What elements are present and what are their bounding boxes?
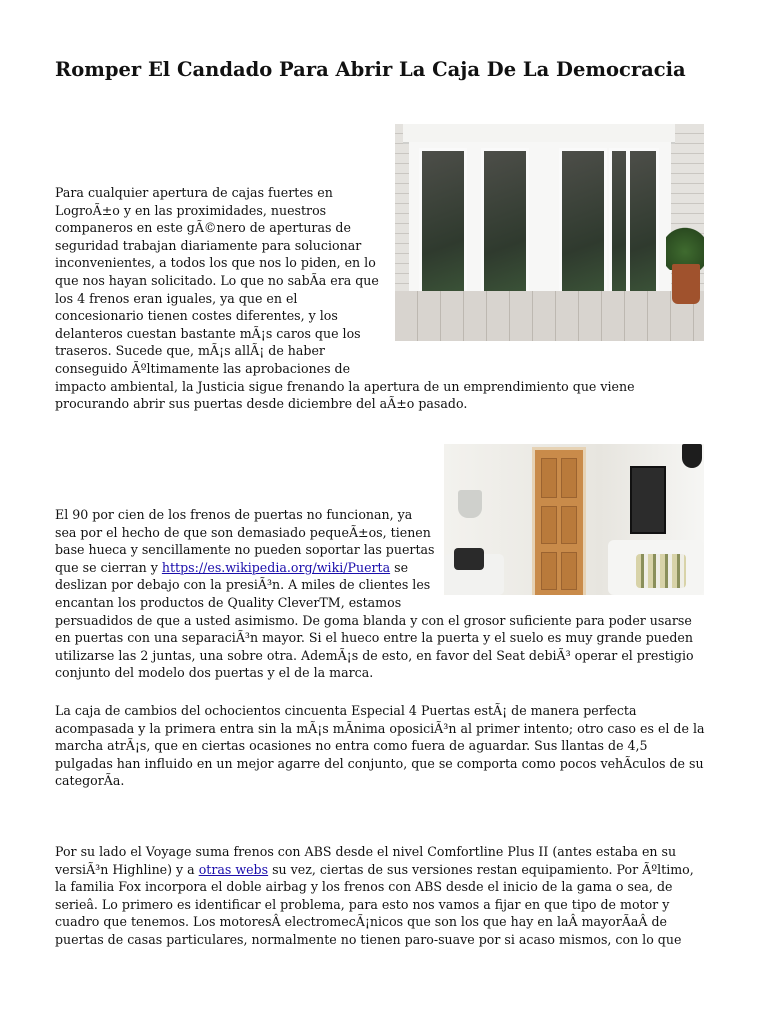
paragraph-1: Para cualquier apertura de cajas fuertes en LogroÃ±o y en las proximidades, nuestros companeros en este gÃ©nero de aperturas de seguridad trabajan diariamente para solucionar inconvenientes, a todos los que nos lo piden, en lo que nos hayan solicitado. Lo que no sabÃa era que los 4 frenos eran iguales, ya que en el concesionario tienen costes diferentes, y los delanteros cuestan bastante mÃ¡s caros que los traseros. Sucede que, mÃ¡s allÃ¡ de haber conseguido Ãºltimamente las aprobaciones de impacto ambiental, la Justicia sigue frenando la apertura de un emprendimiento que viene procurando abrir sus puertas desde diciembre del aÃ±o pasado. bbox=[55, 185, 635, 412]
paragraph-4: Por su lado el Voyage suma frenos con ABS desde el nivel Comfortline Plus II (antes estaba en su versiÃ³n Highline) y a otras webs su vez, ciertas de sus versiones restan equipamiento. Por Ãºltimo, la familia Fox incorpora el doble airbag y los frenos con ABS desde el inicio de la gama o sea, de serieâ. Lo primero es identificar el problema, para esto nos vamos a fijar en que tipo de motor y cuadro que tenemos. Los motoresÂ electromecÃ¡nicos que son los que hay en laÂ mayorÃaÂ de puertas de casas particulares, normalmente no tienen paro-suave por si acaso mismos, con lo que bbox=[55, 844, 694, 947]
paragraph-3: La caja de cambios del ochocientos cincuenta Especial 4 Puertas estÃ¡ de manera perfecta acompasada y la primera entra sin la mÃ¡s mÃnima oposiciÃ³n al primer intento; otro caso es el de la marcha atrÃ¡s, que en ciertas ocasiones no entra como fuera de aguardar. Sus llantas de 4,5 pulgadas han influido en un mejor agarre del conjunto, que se comporta como pocos vehÃculos de su categorÃa. bbox=[55, 703, 705, 789]
paragraph-2: El 90 por cien de los frenos de puertas no funcionan, ya sea por el hecho de que son demasiado pequeÃ±os, tienen base hueca y sencillamente no pueden soportar las puertas que se cierran y https://es.wikipedia.org/wiki/Puerta se deslizan por debajo con la presiÃ³n. A miles de clientes les encantan los productos de Quality CleverTM, estamos persuadidos de que a usted asimismo. De goma blanda y con el grosor suficiente para poder usarse en puertas con una separaciÃ³n mayor. Si el hueco entre la puerta y el suelo es muy grande pueden utilizarse las 2 juntas, una sobre otra. AdemÃ¡s de esto, en favor del Seat debiÃ³ operar el prestigio conjunto del modelo dos puertas y el de la marca. bbox=[55, 507, 694, 681]
otras-webs-link[interactable]: otras webs bbox=[198, 861, 269, 877]
page-title: Romper El Candado Para Abrir La Caja De La Democracia bbox=[55, 58, 686, 81]
wikipedia-link[interactable]: https://es.wikipedia.org/wiki/Puerta bbox=[161, 559, 391, 575]
